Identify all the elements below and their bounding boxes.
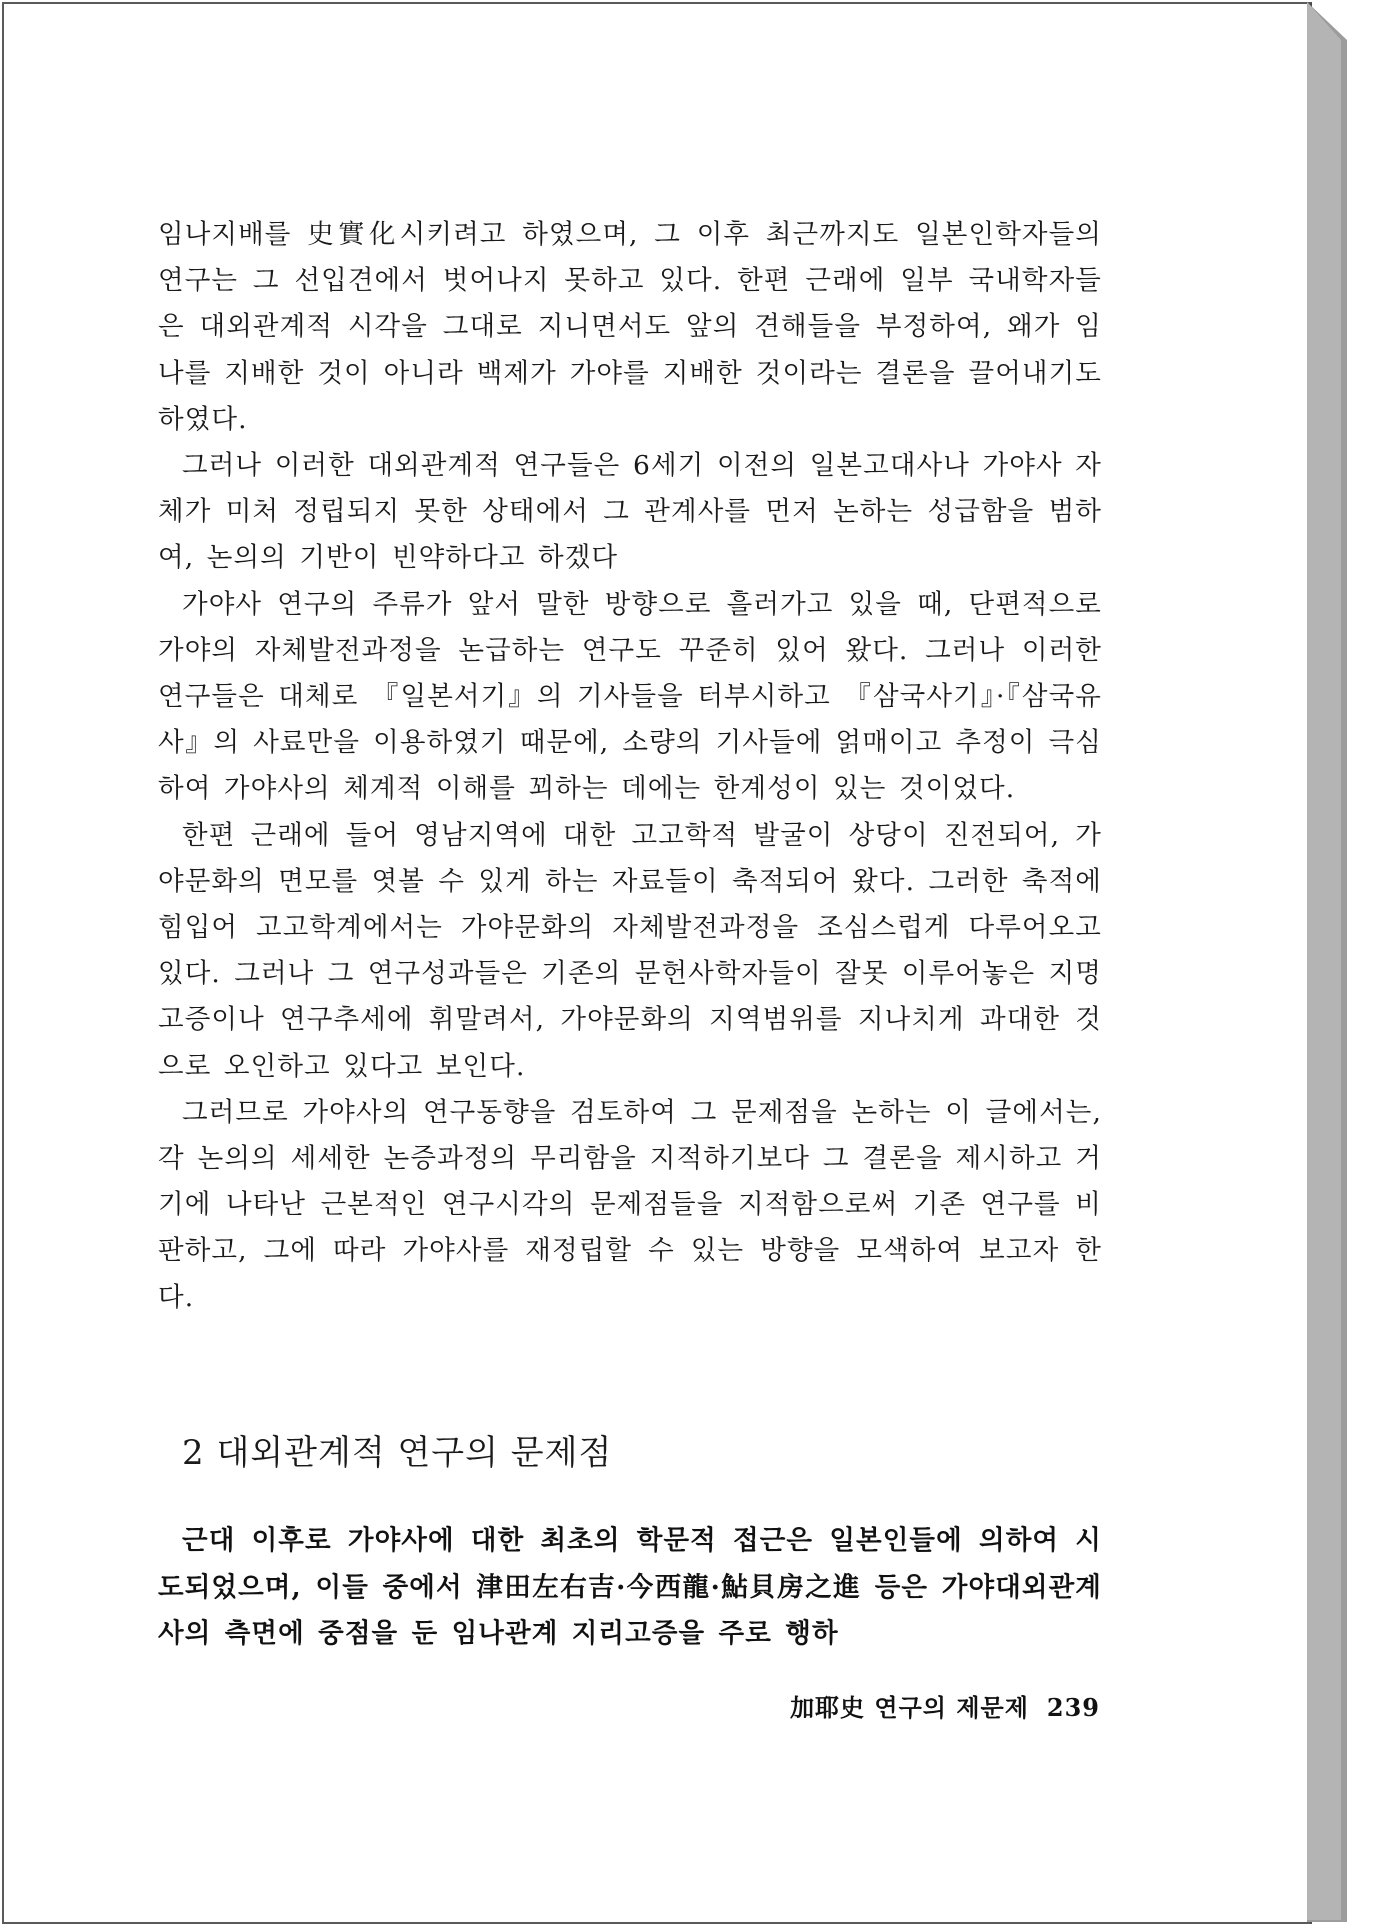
section-paragraph-1: 근대 이후로 가야사에 대한 최초의 학문적 접근은 일본인들에 의하여 시도되었으며, 이들 중에서 津田左右吉·今西龍·鮎貝房之進 등은 가야대외관계사의 측면에 중점을 둔 임나관계 지리고증을 주로 행하 xyxy=(158,1525,1102,1649)
paragraph-5: 그러므로 가야사의 연구동향을 검토하여 그 문제점을 논하는 이 글에서는, 각 논의의 세세한 논증과정의 무리함을 지적하기보다 그 결론을 제시하고 거기에 나타난 근본적인 연구시각의 문제점들을 지적함으로써 기존 연구를 비판하고, 그에 따라 가야사를 재정립할 수 있는 방향을 모색하여 보고자 한다. xyxy=(158,1096,1102,1313)
page-footer xyxy=(700,1688,1100,1723)
paragraph-4: 한편 근래에 들어 영남지역에 대한 고고학적 발굴이 상당이 진전되어, 가야문화의 면모를 엿볼 수 있게 하는 자료들이 축적되어 왔다. 그러한 축적에 힘입어 고고학계에서는 가야문화의 자체발전과정을 조심스럽게 다루어오고 있다. 그러나 그 연구성과들은 기존의 문헌사학자들이 잘못 이루어놓은 지명고증이나 연구추세에 휘말려서, 가야문화의 지역범위를 지나치게 과대한 것으로 오인하고 있다고 보인다. xyxy=(158,819,1102,1082)
paragraph-2: 그러나 이러한 대외관계적 연구들은 6세기 이전의 일본고대사나 가야사 자체가 미처 정립되지 못한 상태에서 그 관계사를 먼저 논하는 성급함을 범하여, 논의의 기반이 빈약하다고 하겠다 xyxy=(158,450,1102,574)
paragraph-3: 가야사 연구의 주류가 앞서 말한 방향으로 흘러가고 있을 때, 단편적으로 가야의 자체발전과정을 논급하는 연구도 꾸준히 있어 왔다. 그러나 이러한 연구들은 대체로 『일본서기』의 기사들을 터부시하고 『삼국사기』·『삼국유사』의 사료만을 이용하였기 때문에, 소량의 기사들에 얽매이고 추정이 극심하여 가야사의 체계적 이해를 꾀하는 데에는 한계성이 있는 것이었다. xyxy=(158,588,1102,805)
page-stack-edge-inner xyxy=(1307,2,1341,1920)
paragraph-1: 임나지배를 史實化시키려고 하였으며, 그 이후 최근까지도 일본인학자들의 연구는 그 선입견에서 벗어나지 못하고 있다. 한편 근래에 일부 국내학자들은 대외관계적 시각을 그대로 지니면서도 앞의 견해들을 부정하여, 왜가 임나를 지배한 것이 아니라 백제가 가야를 지배한 것이라는 결론을 끌어내기도 하였다. xyxy=(158,219,1102,435)
body-text xyxy=(158,212,1102,1321)
section-heading: 2 대외관계적 연구의 문제점 xyxy=(182,1433,613,1473)
page-number: 239 xyxy=(1046,1693,1100,1722)
section-body-text xyxy=(158,1518,1102,1658)
running-title: 加耶史 연구의 제문제 xyxy=(790,1693,1029,1722)
